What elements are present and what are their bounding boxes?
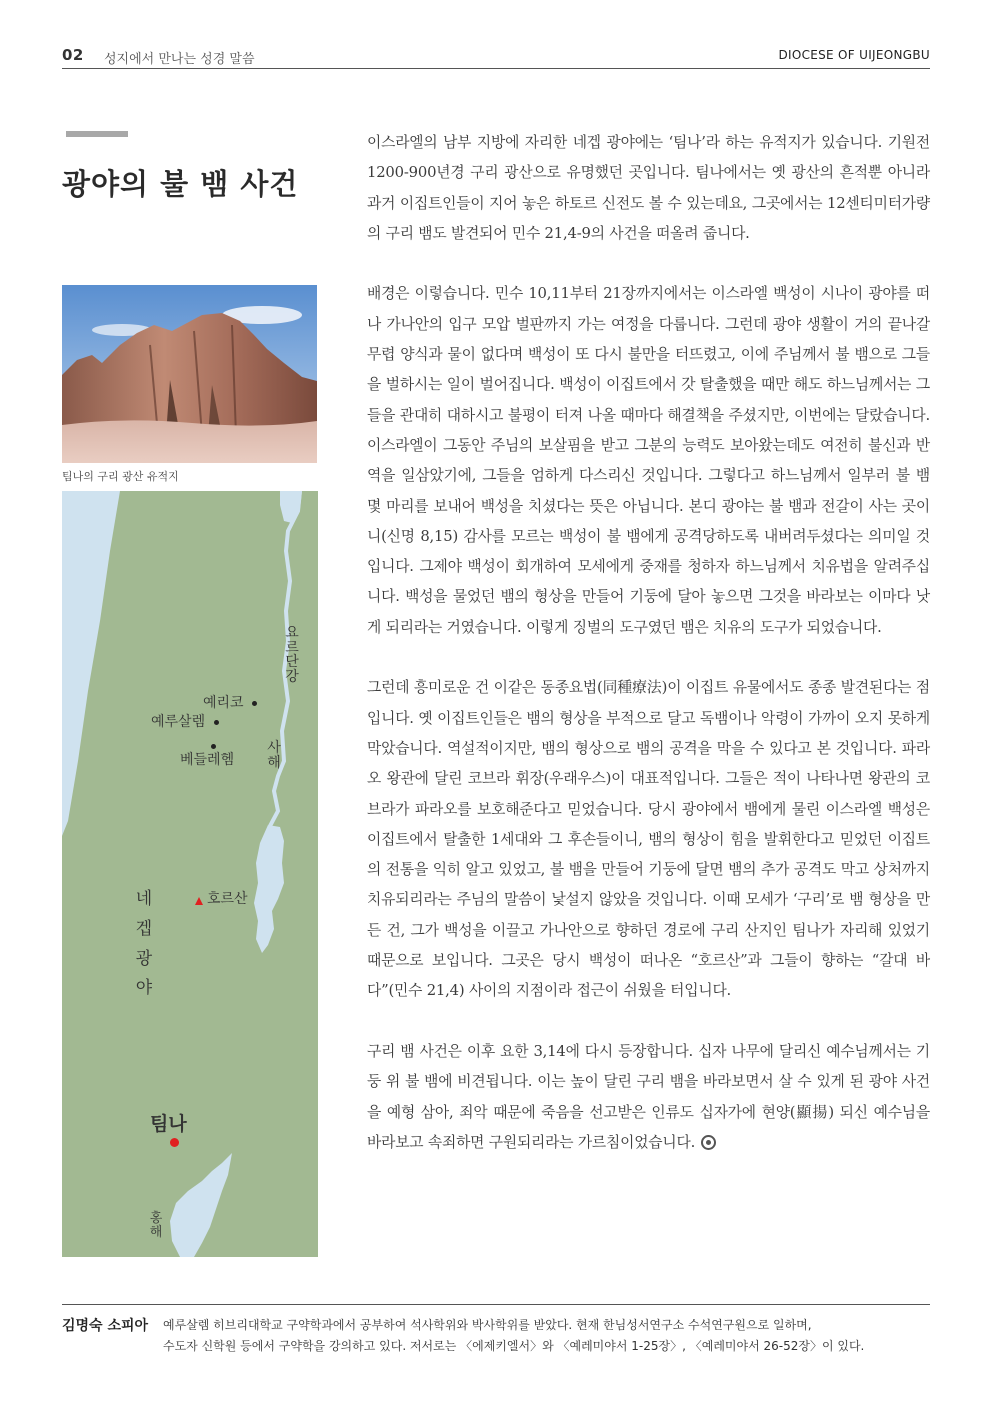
photo-caption: 팀나의 구리 광산 유적지: [62, 470, 179, 483]
region-map: [62, 491, 318, 1257]
timna-marker: [170, 1138, 179, 1147]
map-label-red-sea: 홍 해: [149, 1211, 163, 1240]
paragraph-text: 구리 뱀 사건은 이후 요한 3,14에 다시 등장합니다. 십자 나무에 달리신 예수님께서는 기둥 위 불 뱀에 비견됩니다. 이는 높이 달린 구리 뱀을 바라보면서 살 수 있게 된 광야 사건을 예형 삼아, 죄악 때문에 죽음을 선고받은 인류도 십자가에 현양(顯揚) 되신 예수님을 바라보고 속죄하면 구원되리라는 가르침이었습니다.: [367, 1042, 930, 1151]
paragraph: 그런데 흥미로운 건 이같은 동종요법(同種療法)이 이집트 유물에서도 종종 발견된다는 점입니다. 옛 이집트인들은 뱀의 형상을 부적으로 달고 독뱀이나 악령이 가까이 오지 못하게 막았습니다. 역설적이지만, 뱀의 형상으로 뱀의 공격을 막을 수 있다고 본 것입니다. 파라오 왕관에 달린 코브라 휘장(우래우스)이 대표적입니다. 그들은 적이 나타나면 왕관의 코브라가 파라오를 보호해준다고 믿었습니다. 당시 광야에서 뱀에게 물린 이스라엘 백성은 이집트에서 탈출한 1세대와 그 후손들이니, 뱀의 형상이 힘을 발휘한다고 믿었던 이집트의 전통을 익히 알고 있었고, 불 뱀을 만들어 기둥에 달면 뱀의 추가 공격도 막고 상처까지 치유되리라는 주님의 말씀이 낯설지 않았을 것입니다. 이때 모세가 ‘구리’로 뱀 형상을 만든 건, 그가 백성을 이끌고 가나안으로 향하던 경로에 구리 산지인 팀나가 자리해 있었기 때문으로 보입니다. 그곳은 당시 백성이 떠나온 “호르산”과 그들이 향하는 “갈대 바다”(민수 21,4) 사이의 지점이라 접근이 쉬웠을 터입니다.: [367, 679, 930, 1000]
map-label-dead-sea: 사 해: [267, 740, 281, 771]
title-accent-bar: [66, 131, 128, 137]
end-mark-icon: [701, 1135, 716, 1150]
jericho-marker: [252, 701, 257, 706]
paragraph: 배경은 이렇습니다. 민수 10,11부터 21장까지에서는 이스라엘 백성이 시나이 광야를 떠나 가나안의 입구 모압 벌판까지 가는 여정을 다룹니다. 그런데 광야 생활이 거의 끝나갈 무렵 양식과 물이 없다며 백성이 또 다시 불만을 터뜨렸고, 이에 주님께서 불 뱀으로 그들을 벌하시는 일이 벌어집니다. 백성이 이집트에서 갓 탈출했을 때만 해도 하느님께서는 그들을 관대히 대하시고 불평이 터져 나올 때마다 해결책을 주셨지만, 이번에는 달랐습니다. 이스라엘이 그동안 주님의 보살핌을 받고 그분의 능력도 보아왔는데도 여전히 불신과 반역을 일삼았기에, 그들을 엄하게 다스리신 것입니다. 그렇다고 하느님께서 일부러 불 뱀 몇 마리를 보내어 백성을 치셨다는 뜻은 아닙니다. 본디 광야는 불 뱀과 전갈이 사는 곳이니(신명 8,15) 감사를 모르는 백성이 불 뱀에게 공격당하도록 내버려두셨다는 의미일 것입니다. 그제야 백성이 회개하여 모세에게 중재를 청하자 하느님께서 치유법을 알려주십니다. 백성을 물었던 뱀의 형상을 만들어 기둥에 달아 놓으면 그것을 바라보는 이마다 낫게 되리라는 거였습니다. 이렇게 징벌의 도구였던 뱀은 치유의 도구가 되었습니다.: [367, 285, 930, 636]
bio-line: 예루살렘 히브리대학교 구약학과에서 공부하여 석사학위와 박사학위를 받았다. 현재 한님성서연구소 수석연구원으로 일하며,: [163, 1318, 812, 1332]
bio-line: 수도자 신학원 등에서 구약학을 강의하고 있다. 저서로는 〈에제키엘서〉와 〈예레미야서 1-25장〉, 〈예레미야서 26-52장〉이 있다.: [163, 1339, 865, 1353]
author-name: 김명숙 소피아: [62, 1318, 149, 1334]
map-label-jordan-river: 요 르 단 강: [285, 625, 299, 686]
map-label-timna: 팀나: [150, 1113, 187, 1135]
map-label-mount-hor: 호르산: [207, 891, 248, 907]
paragraph: [367, 1037, 930, 1158]
article-title: 광야의 불 뱀 사건: [62, 167, 299, 201]
series-title: 성지에서 만나는 성경 말씀: [104, 52, 255, 67]
footer-divider: [62, 1304, 930, 1305]
mount-hor-marker: [195, 897, 203, 905]
map-label-bethlehem: 베들레헴: [180, 752, 235, 768]
paragraph: 이스라엘의 남부 지방에 자리한 네겝 광야에는 ‘팀나’라 하는 유적지가 있습니다. 기원전 1200-900년경 구리 광산으로 유명했던 곳입니다. 팀나에서는 옛 광산의 흔적뿐 아니라 과거 이집트인들이 지어 놓은 하토르 신전도 볼 수 있는데요, 그곳에서는 12센티미터가량의 구리 뱀도 발견되어 민수 21,4-9의 사건을 떠올려 줍니다.: [367, 134, 930, 242]
page-header: [62, 44, 930, 69]
map-label-jericho: 예리코: [203, 695, 244, 711]
article-body: [367, 128, 930, 1158]
jerusalem-marker: [214, 720, 219, 725]
timna-photo: [62, 285, 317, 463]
page-number: 02: [62, 46, 84, 64]
bethlehem-marker: [211, 744, 216, 749]
author-bio: [163, 1315, 930, 1357]
organization-name: DIOCESE OF UIJEONGBU: [778, 48, 930, 62]
map-label-negev: 네 겝 광 야: [135, 889, 153, 999]
map-label-jerusalem: 예루살렘: [151, 714, 206, 730]
